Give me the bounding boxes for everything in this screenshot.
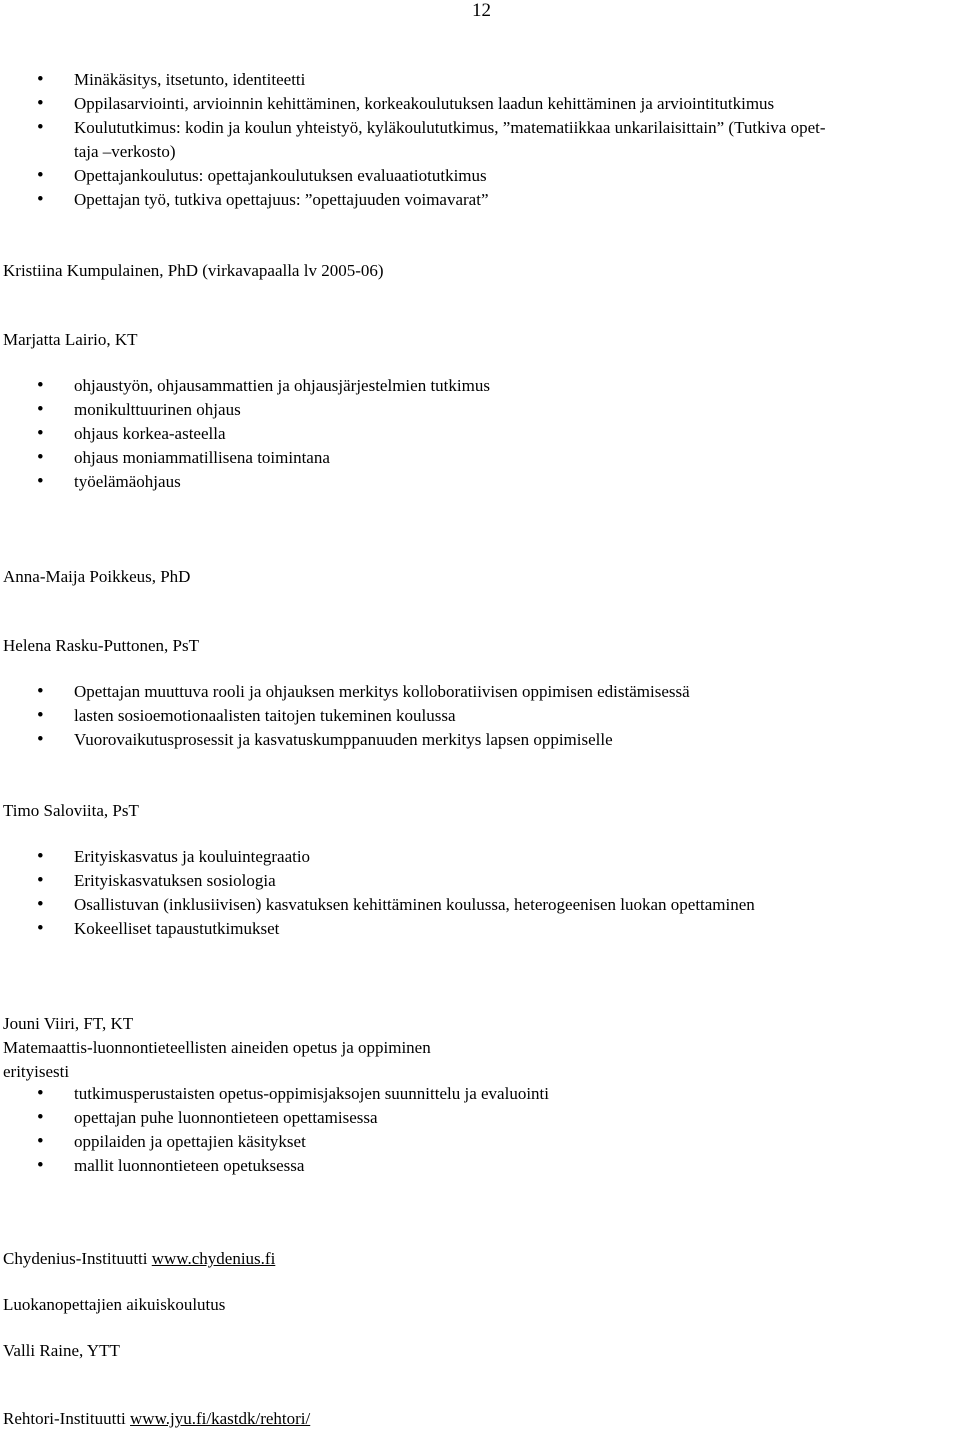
person-name: Kristiina Kumpulainen, PhD (virkavapaalla lv 2005-06) [3,261,384,280]
institute-name: Rehtori-Instituutti [3,1409,126,1428]
person-name: Jouni Viiri, FT, KT [3,1014,134,1033]
bullet-icon: • [37,447,44,468]
institute-name: Chydenius-Instituutti [3,1249,148,1268]
saloviita-topics-list [3,845,930,941]
list-item: • Minäkäsitys, itsetunto, identiteetti [37,69,306,90]
especially-label: erityisesti [3,1062,70,1081]
rehtori-link[interactable]: www.jyu.fi/kastdk/rehtori/ [130,1409,311,1428]
list-item: • monikulttuurinen ohjaus [37,399,241,420]
list-item: • oppilaiden ja opettajien käsitykset [37,1131,306,1152]
list-item: • Koulututkimus: kodin ja koulun yhteistyö, kyläkoulututkimus, ”matematiikkaa unkarilaisittain” (Tutkiva opet- taja –verkosto) [37,117,826,161]
list-item: • työelämäohjaus [37,471,181,492]
list-item: • Opettajankoulutus: opettajankoulutuksen evaluaatiotutkimus [37,165,487,186]
list-item: • mallit luonnontieteen opetuksessa [37,1155,305,1176]
bullet-icon: • [37,423,44,444]
person-name: Anna-Maija Poikkeus, PhD [3,567,191,586]
bullet-icon: • [37,846,44,867]
bullet-icon: • [37,894,44,915]
person-name: Marjatta Lairio, KT [3,330,138,349]
person-name: Valli Raine, YTT [3,1341,120,1360]
bullet-icon: • [37,681,44,702]
person-name: Timo Saloviita, PsT [3,801,139,820]
bullet-icon: • [37,165,44,186]
bullet-icon: • [37,729,44,750]
list-item: • Erityiskasvatuksen sosiologia [37,870,276,891]
list-item: • ohjaus korkea-asteella [37,423,226,444]
list-item: • Oppilasarviointi, arvioinnin kehittäminen, korkeakoulutuksen laadun kehittäminen ja arviointitutkimus [37,93,775,114]
bullet-icon: • [37,375,44,396]
list-item: • Kokeelliset tapaustutkimukset [37,918,280,939]
list-item: • tutkimusperustaisten opetus-oppimisjaksojen suunnittelu ja evaluointi [37,1083,549,1104]
research-topics-list [3,68,930,212]
bullet-icon: • [37,1155,44,1176]
bullet-icon: • [37,471,44,492]
research-area: Matemaattis-luonnontieteellisten aineiden opetus ja oppiminen [3,1038,431,1057]
list-item: • Osallistuvan (inklusiivisen) kasvatuksen kehittäminen koulussa, heterogeenisen luokan opettaminen [37,894,755,915]
bullet-icon: • [37,1131,44,1152]
program-name: Luokanopettajien aikuiskoulutus [3,1295,226,1314]
bullet-icon: • [37,1107,44,1128]
bullet-icon: • [37,93,44,114]
list-item: • opettajan puhe luonnontieteen opettamisessa [37,1107,378,1128]
bullet-icon: • [37,870,44,891]
page-number: 12 [472,0,491,21]
viiri-topics-list [3,1082,930,1178]
list-item: • Erityiskasvatus ja kouluintegraatio [37,846,311,867]
bullet-icon: • [37,918,44,939]
list-item: • Vuorovaikutusprosessit ja kasvatuskumppanuuden merkitys lapsen oppimiselle [37,729,613,750]
bullet-icon: • [37,705,44,726]
lairio-topics-list [3,374,930,494]
bullet-icon: • [37,1083,44,1104]
list-item: • Opettajan muuttuva rooli ja ohjauksen merkitys kolloboratiivisen oppimisen edistämisessä [37,681,690,702]
chydenius-link[interactable]: www.chydenius.fi [151,1249,276,1268]
rehtori-line [3,1407,930,1431]
bullet-icon: • [37,69,44,90]
list-item: • lasten sosioemotionaalisten taitojen tukeminen koulussa [37,705,456,726]
person-name: Helena Rasku-Puttonen, PsT [3,636,199,655]
bullet-icon: • [37,399,44,420]
viiri-block [3,1012,930,1084]
list-item: • Opettajan työ, tutkiva opettajuus: ”opettajuuden voimavarat” [37,189,489,210]
list-item: • ohjaus moniammatillisena toimintana [37,447,330,468]
bullet-icon: • [37,189,44,210]
chydenius-line [3,1247,930,1271]
rasku-topics-list [3,680,930,752]
bullet-icon: • [37,117,44,138]
list-item: • ohjaustyön, ohjausammattien ja ohjausjärjestelmien tutkimus [37,375,490,396]
